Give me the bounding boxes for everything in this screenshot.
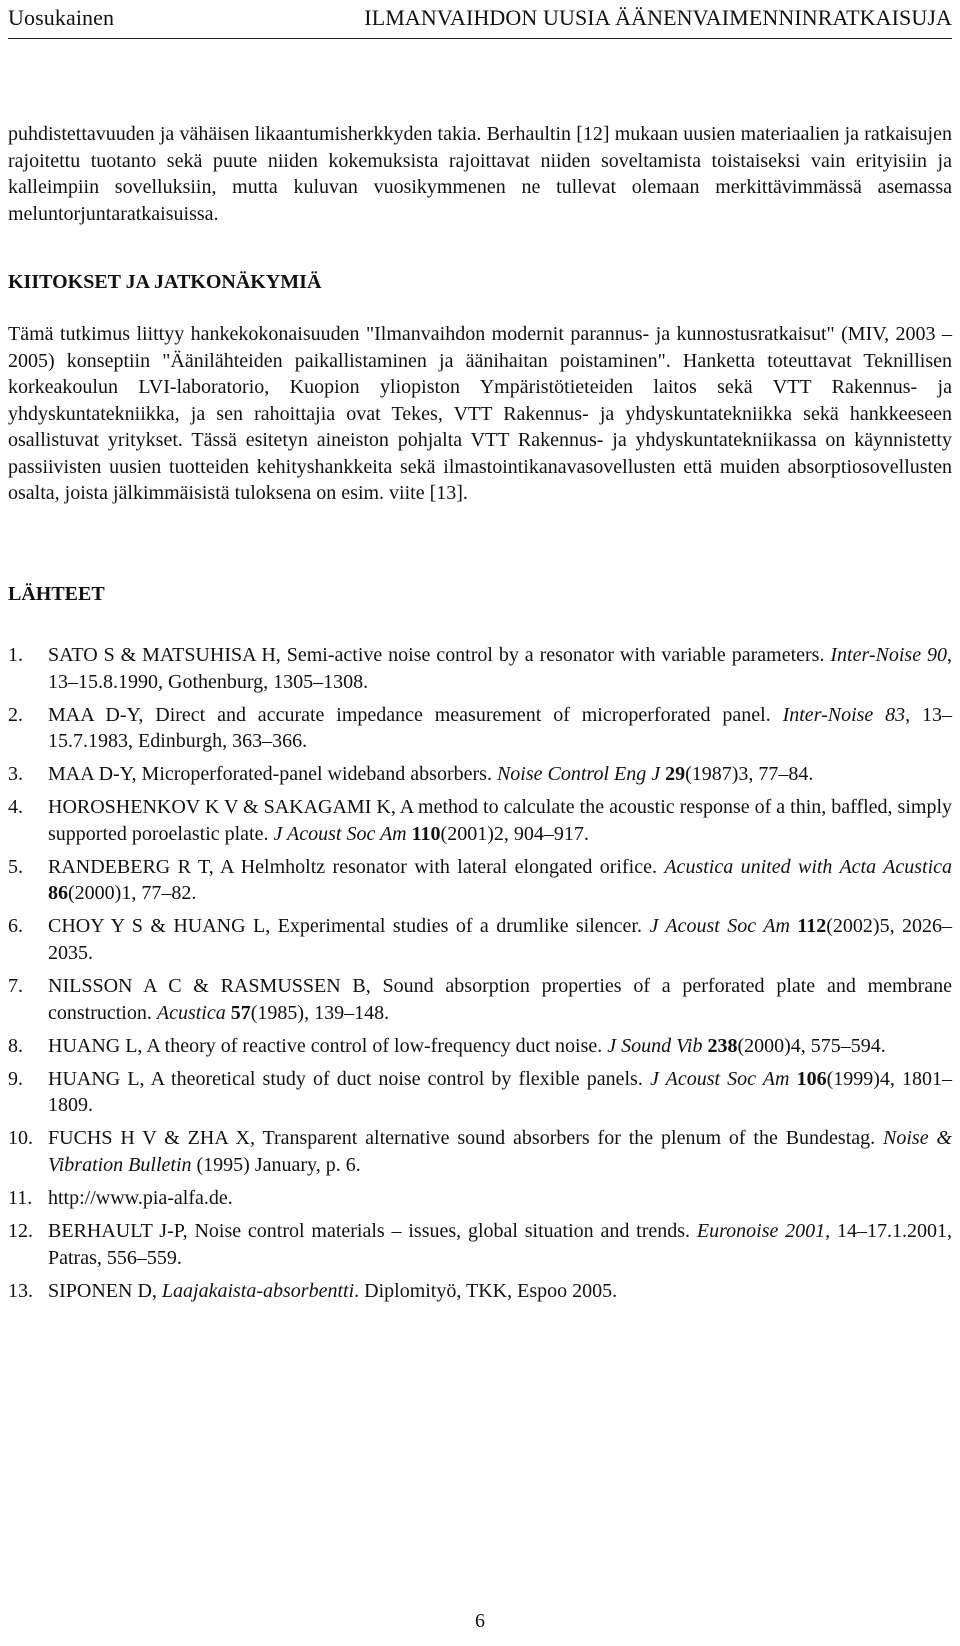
reference-details: . Diplomityö, TKK, Espoo 2005. (354, 1279, 618, 1302)
reference-details: 14–17.1.2001, Patras, 556–559. (48, 1220, 952, 1269)
reference-authors: SATO S & MATSUHISA H, Semi-active noise control by a resonator with variable parameters. (48, 644, 831, 666)
reference-journal: Noise & Vibration Bulletin (48, 1127, 952, 1176)
reference-item (8, 794, 952, 847)
reference-number: 4. (8, 796, 23, 819)
reference-authors: BERHAULT J-P, Noise control materials – issues, global situation and trends. (48, 1220, 697, 1243)
references-heading: LÄHTEET (8, 583, 105, 605)
reference-item (8, 761, 952, 788)
intro-paragraph: puhdistettavuuden ja vähäisen likaantumisherkkyden takia. Berhaultin [12] mukaan uusien materiaalien ja ratkaisujen rajoitettu tuotanto sekä puute niiden kokemuksista rajoittavat niiden soveltamista toistaiseksi vain erityisiin ja kalleimpiin sovelluksiin, mutta kuluvan vuosikymmenen ne tullevat olemaan merkittävimmässä asemassa meluntorjuntaratkaisuissa. (8, 123, 952, 225)
page-number: 6 (475, 1610, 485, 1632)
reference-number: 5. (8, 855, 23, 878)
reference-volume: 29 (665, 763, 686, 786)
reference-volume: 112 (797, 915, 827, 938)
header-divider (8, 38, 952, 39)
reference-authors: FUCHS H V & ZHA X, Transparent alternative sound absorbers for the plenum of the Bundestag. (48, 1127, 884, 1150)
reference-authors: NILSSON A C & RASMUSSEN B, Sound absorption properties of a perforated plate and membrane construction. (48, 975, 952, 1024)
reference-details: , 13–15.7.1983, Edinburgh, 363–366. (48, 703, 953, 753)
reference-details: (1999)4, 1801–1809. (48, 1067, 953, 1117)
running-header (8, 0, 952, 36)
reference-item (8, 1033, 952, 1060)
reference-number: 2. (8, 703, 23, 726)
reference-details: , 13–15.8.1990, Gothenburg, 1305–1308. (48, 644, 952, 693)
reference-authors: MAA D-Y, Direct and accurate impedance measurement of microperforated panel. (48, 703, 783, 726)
reference-details: (1995) January, p. 6. (191, 1153, 361, 1176)
reference-volume: 106 (796, 1067, 827, 1090)
reference-number: 13. (8, 1279, 33, 1302)
reference-item (8, 854, 952, 907)
reference-volume: 86 (48, 882, 68, 905)
reference-details: (1987)3, 77–84. (685, 763, 814, 786)
reference-number: 7. (8, 975, 23, 998)
reference-number: 11. (8, 1186, 33, 1209)
reference-authors: RANDEBERG R T, A Helmholtz resonator with lateral elongated orifice. (48, 855, 665, 878)
reference-number: 10. (8, 1127, 33, 1150)
header-author: Uosukainen (8, 5, 115, 30)
reference-item (8, 1218, 952, 1271)
reference-details: (2001)2, 904–917. (440, 822, 589, 845)
reference-authors: SIPONEN D, (48, 1279, 162, 1302)
header-title: ILMANVAIHDON UUSIA ÄÄNENVAIMENNINRATKAISUJA (364, 5, 952, 30)
reference-item (8, 1278, 952, 1305)
acknowledgements-paragraph: Tämä tutkimus liittyy hankekokonaisuuden "Ilmanvaihdon modernit parannus- ja kunnostusratkaisut" (MIV, 2003 – 2005) konseptiin "Äänilähteiden paikallistaminen ja äänihaitan poistaminen". Hanketta toteuttavat Teknillisen korkeakoulun LVI-laboratorio, Kuopion yliopiston Ympäristötieteiden laitos sekä VTT Rakennus- ja yhdyskuntatekniikka, ja sen rahoittajia ovat Tekes, VTT Rakennus- ja yhdyskuntatekniikka sekä hankkeeseen osallistuvat yritykset. Tässä esitetyn aineiston pohjalta VTT Rakennus- ja yhdyskuntatekniikassa on käynnistetty passiivisten uusien tuotteiden kehityshankkeita sekä ilmastointikanavasovellusten että muiden absorptiosovellusten osalta, joista jälkimmäisistä tuloksena on esim. viite [13]. (8, 323, 952, 504)
reference-number: 9. (8, 1067, 23, 1090)
references-list (8, 642, 952, 1311)
reference-number: 12. (8, 1220, 33, 1243)
reference-item (8, 1066, 952, 1119)
reference-number: 6. (8, 915, 23, 938)
reference-item (8, 1185, 952, 1212)
reference-number: 8. (8, 1034, 23, 1057)
reference-details: (1985), 139–148. (250, 1001, 390, 1024)
reference-url[interactable]: http://www.pia-alfa.de. (48, 1186, 233, 1209)
reference-volume: 238 (707, 1034, 738, 1057)
reference-item (8, 1125, 952, 1178)
reference-details: (2000)1, 77–82. (68, 882, 197, 905)
reference-item (8, 702, 952, 755)
reference-volume: 110 (411, 822, 441, 845)
reference-journal: Laajakaista-absorbentti (161, 1279, 355, 1302)
reference-authors: MAA D-Y, Microperforated-panel wideband absorbers. (48, 763, 497, 786)
reference-journal: J Sound Vib (607, 1034, 708, 1057)
reference-item (8, 913, 952, 966)
reference-journal: Acustica (156, 1001, 231, 1024)
reference-journal: J Acoust Soc Am (273, 822, 412, 845)
reference-journal: Noise Control Eng J (496, 763, 666, 786)
acknowledgements-heading: KIITOKSET JA JATKONÄKYMIÄ (8, 271, 322, 293)
reference-number: 1. (8, 644, 23, 666)
reference-item (8, 642, 952, 695)
reference-authors: CHOY Y S & HUANG L, Experimental studies of a drumlike silencer. (48, 915, 650, 938)
reference-details: (2002)5, 2026–2035. (48, 915, 953, 964)
reference-journal: Acustica united with Acta Acustica (664, 855, 952, 878)
reference-volume: 57 (230, 1001, 251, 1024)
reference-journal: Inter-Noise 90 (830, 644, 947, 666)
reference-journal: J Acoust Soc Am (649, 1067, 797, 1090)
reference-authors: HUANG L, A theoretical study of duct noise control by flexible panels. (48, 1067, 650, 1090)
reference-authors: HOROSHENKOV K V & SAKAGAMI K, A method to calculate the acoustic response of a thin, baffled, simply supported poroelastic plate. (48, 796, 952, 845)
reference-item (8, 973, 952, 1026)
reference-journal: Euronoise 2001, (696, 1220, 831, 1243)
reference-journal: Inter-Noise 83 (782, 703, 906, 726)
reference-details: (2000)4, 575–594. (737, 1034, 886, 1057)
reference-journal: J Acoust Soc Am (649, 915, 798, 938)
reference-number: 3. (8, 763, 23, 786)
reference-authors: HUANG L, A theory of reactive control of low-frequency duct noise. (48, 1034, 608, 1057)
